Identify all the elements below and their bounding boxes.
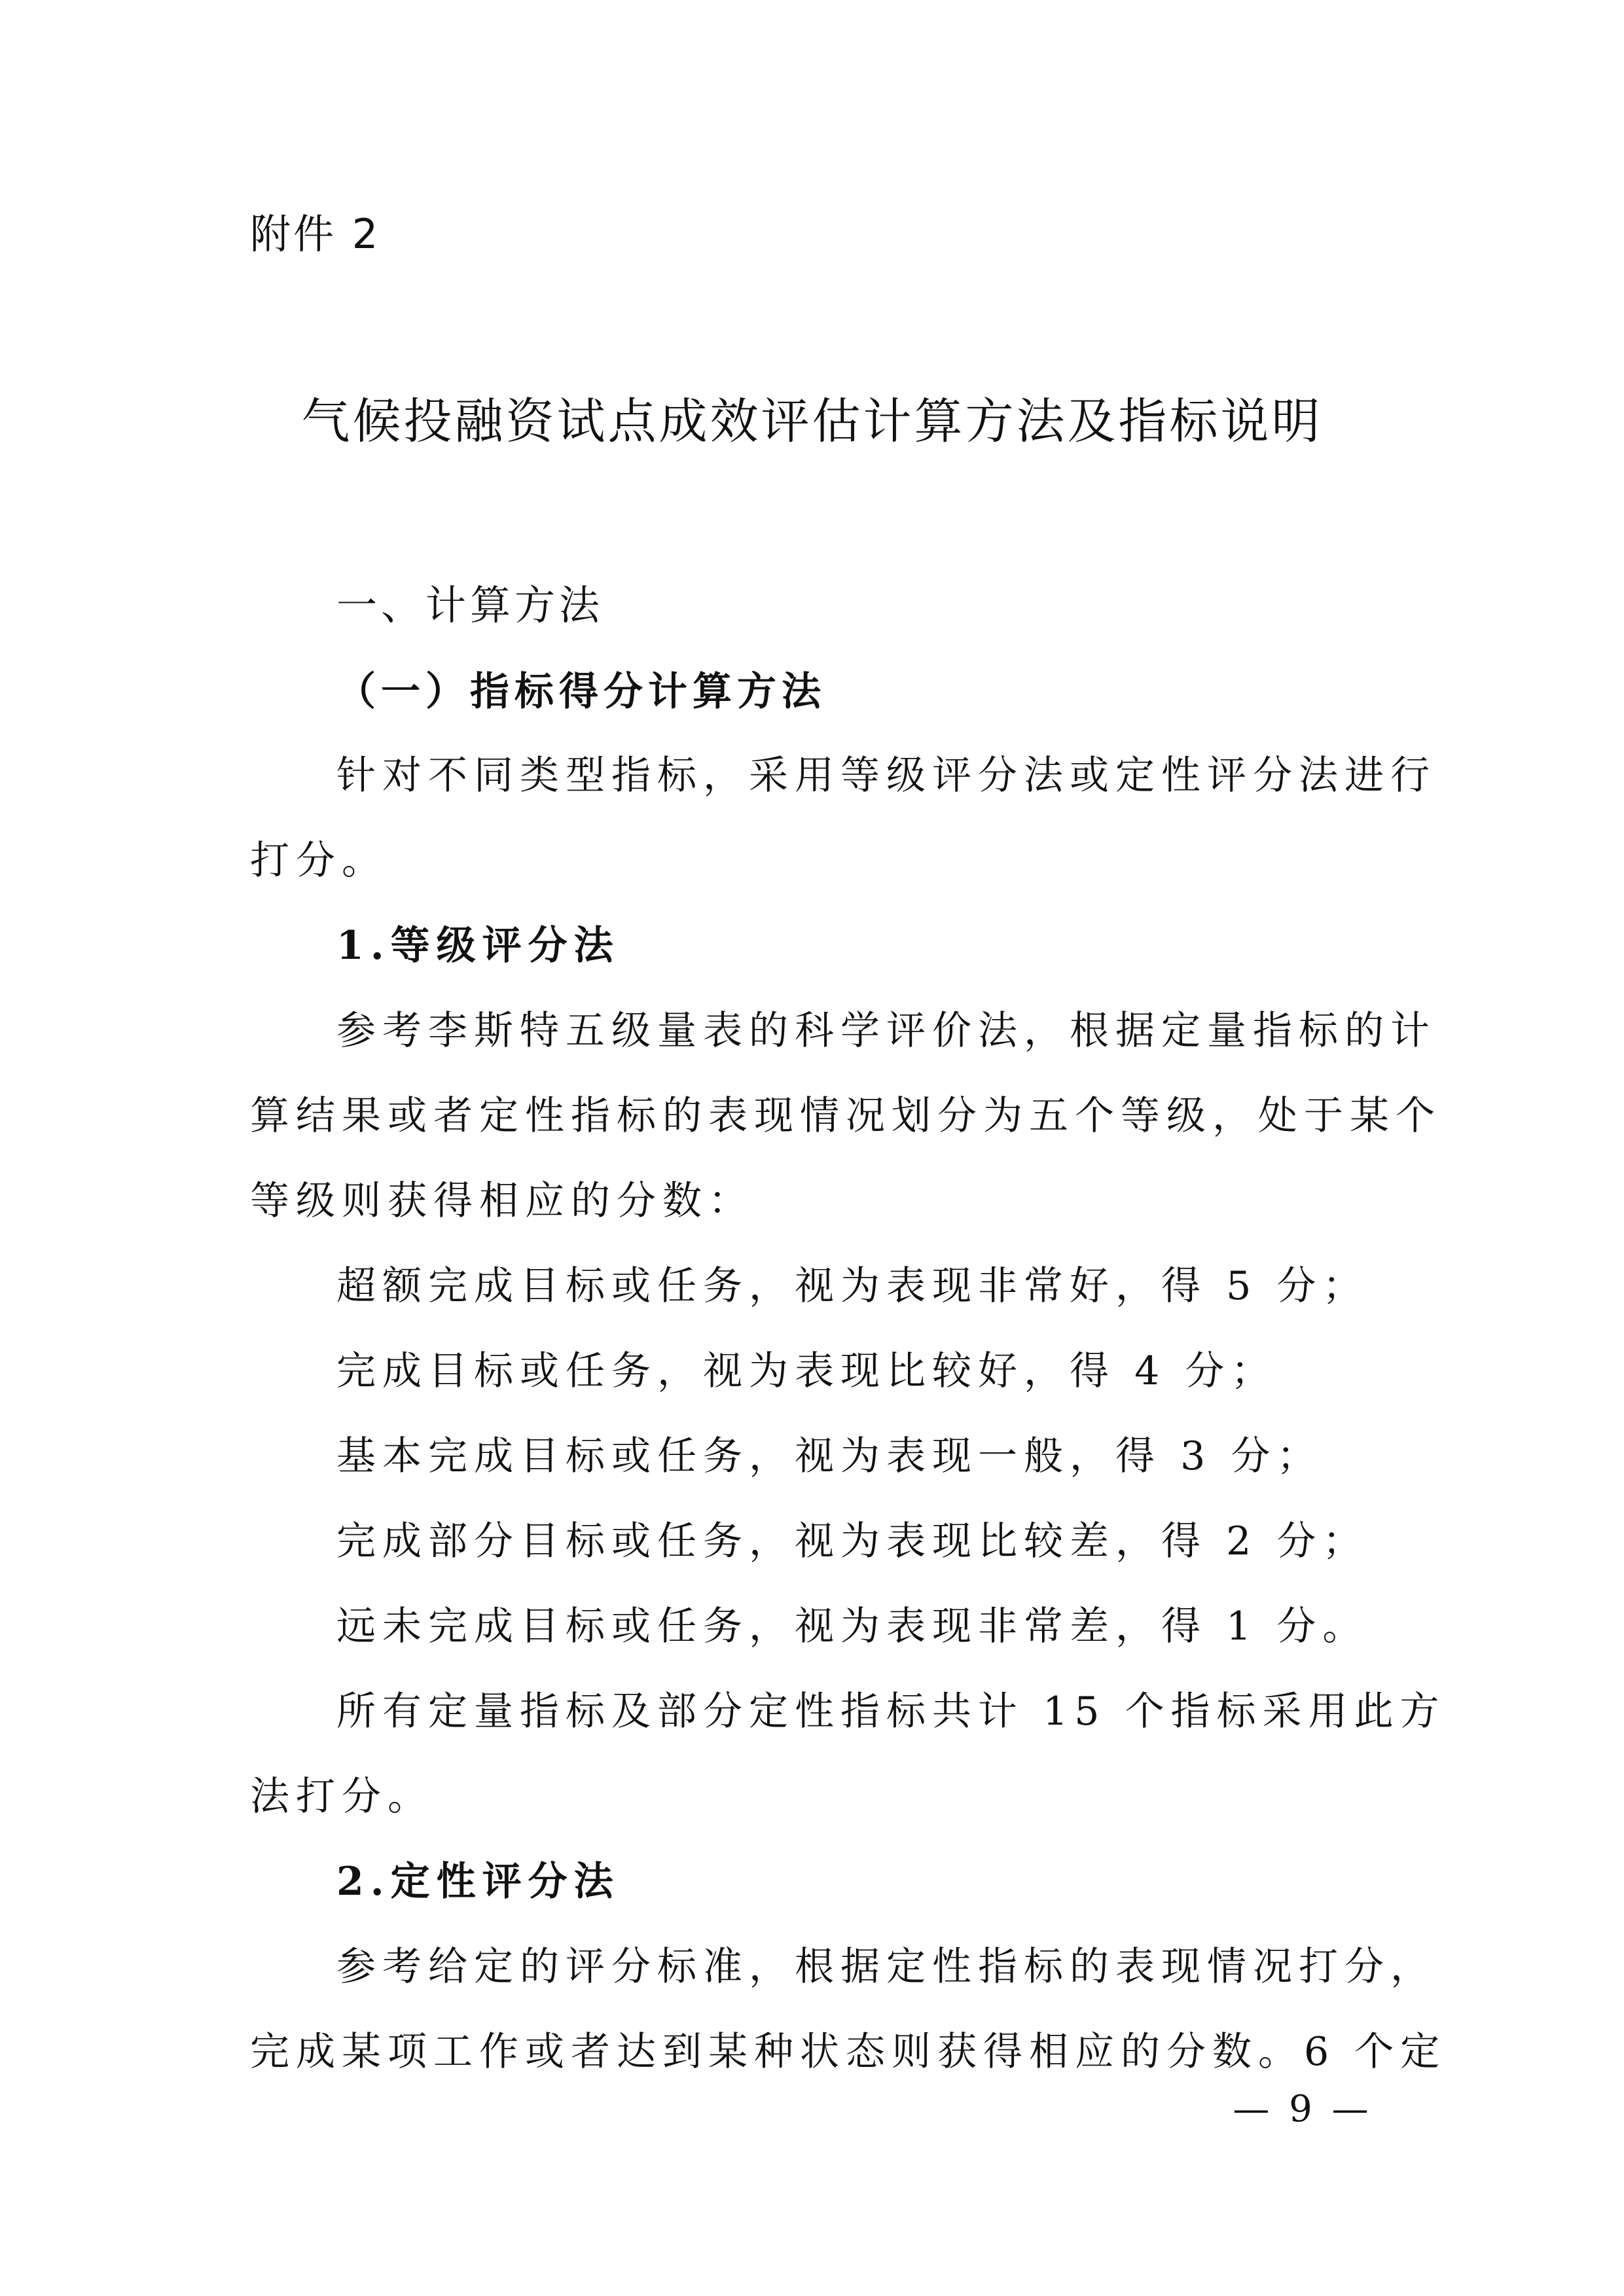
section-heading: 一、计算方法 (336, 581, 604, 629)
page-number: — 9 — (1233, 2088, 1373, 2130)
intro-paragraph-line: 针对不同类型指标，采用等级评分法或定性评分法进行 (336, 753, 1436, 798)
document-title: 气候投融资试点成效评估计算方法及指标说明 (301, 393, 1323, 450)
method-heading: 1.等级评分法 (336, 923, 620, 969)
subsection-heading: （一）指标得分计算方法 (336, 669, 826, 715)
score-level-item: 超额完成目标或任务，视为表现非常好，得 5 分； (336, 1263, 1369, 1309)
summary-paragraph-line: 所有定量指标及部分定性指标共计 15 个指标采用此方 (336, 1689, 1446, 1734)
summary-paragraph-line: 法打分。 (250, 1774, 433, 1820)
score-level-item: 完成部分目标或任务，视为表现比较差，得 2 分； (336, 1518, 1369, 1564)
method-description-line: 参考李斯特五级量表的科学评价法，根据定量指标的计 (336, 1008, 1436, 1054)
method-description-line: 完成某项工作或者达到某种状态则获得相应的分数。6 个定 (250, 2029, 1447, 2075)
intro-paragraph-line: 打分。 (250, 838, 388, 884)
score-level-item: 基本完成目标或任务，视为表现一般，得 3 分； (336, 1433, 1323, 1479)
method-description-line: 算结果或者定性指标的表现情况划分为五个等级，处于某个 (250, 1093, 1441, 1139)
score-level-item: 完成目标或任务，视为表现比较好，得 4 分； (336, 1348, 1277, 1394)
attachment-label: 附件 2 (250, 210, 381, 258)
method-description-line: 等级则获得相应的分数： (250, 1178, 754, 1224)
method-heading: 2.定性评分法 (336, 1859, 620, 1905)
score-level-item: 远未完成目标或任务，视为表现非常差，得 1 分。 (336, 1604, 1369, 1649)
method-description-line: 参考给定的评分标准，根据定性指标的表现情况打分， (336, 1944, 1436, 1990)
